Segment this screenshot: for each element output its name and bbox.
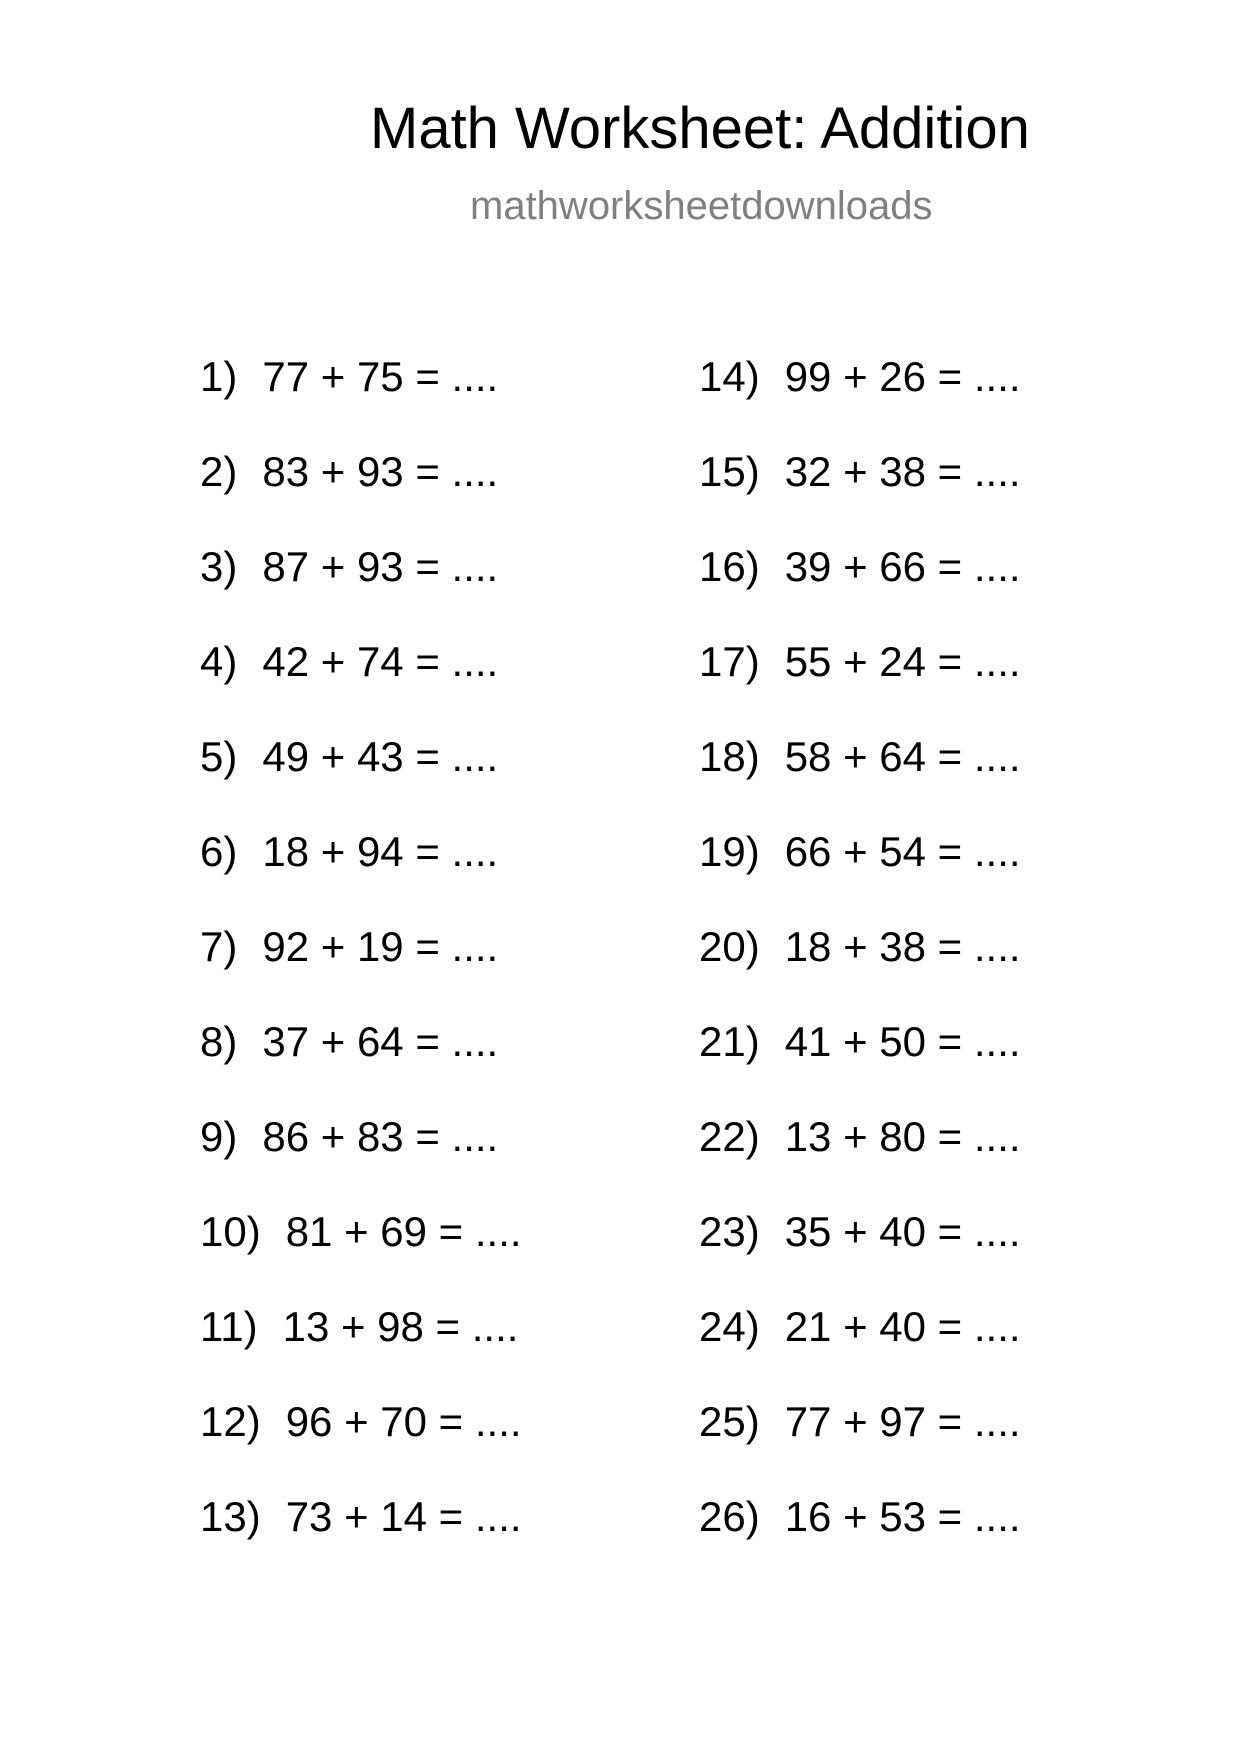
problem-item — [200, 1493, 522, 1588]
problem-expression: 49 + 43 = .... — [262, 733, 499, 780]
problem-number: 7) — [200, 923, 238, 970]
problem-column-right — [699, 353, 1021, 1588]
problem-expression: 16 + 53 = .... — [784, 1493, 1021, 1540]
problem-item — [200, 353, 522, 448]
problem-expression: 37 + 64 = .... — [262, 1018, 499, 1065]
page-subtitle: mathworksheetdownloads — [470, 184, 933, 228]
problem-item — [200, 1398, 522, 1493]
problem-number: 22) — [699, 1113, 760, 1160]
problem-expression: 55 + 24 = .... — [784, 638, 1021, 685]
problem-number: 23) — [699, 1208, 760, 1255]
problem-number: 12) — [200, 1398, 261, 1445]
problem-number: 13) — [200, 1493, 261, 1540]
problem-expression: 42 + 74 = .... — [262, 638, 499, 685]
problem-expression: 18 + 94 = .... — [262, 828, 499, 875]
problem-number: 18) — [699, 733, 760, 780]
problem-number: 3) — [200, 543, 238, 590]
problem-number: 11) — [200, 1303, 258, 1350]
problem-number: 15) — [699, 448, 760, 495]
problem-item — [699, 1208, 1021, 1303]
problem-number: 25) — [699, 1398, 760, 1445]
problem-item — [200, 923, 522, 1018]
problem-number: 10) — [200, 1208, 261, 1255]
problem-expression: 66 + 54 = .... — [784, 828, 1021, 875]
problem-number: 2) — [200, 448, 238, 495]
page-title: Math Worksheet: Addition — [370, 96, 1030, 161]
problem-number: 21) — [699, 1018, 760, 1065]
problem-expression: 18 + 38 = .... — [784, 923, 1021, 970]
problem-number: 20) — [699, 923, 760, 970]
problem-item — [200, 828, 522, 923]
problem-item — [699, 353, 1021, 448]
problem-number: 6) — [200, 828, 238, 875]
problem-expression: 73 + 14 = .... — [285, 1493, 522, 1540]
problem-item — [699, 1113, 1021, 1208]
problem-item — [699, 733, 1021, 828]
problem-expression: 96 + 70 = .... — [285, 1398, 522, 1445]
problem-item — [699, 828, 1021, 923]
problem-expression: 58 + 64 = .... — [784, 733, 1021, 780]
problem-item — [200, 1018, 522, 1113]
problem-expression: 77 + 97 = .... — [784, 1398, 1021, 1445]
problem-item — [200, 1113, 522, 1208]
problem-number: 14) — [699, 353, 760, 400]
problem-item — [200, 543, 522, 638]
problem-item — [699, 448, 1021, 543]
problem-item — [699, 638, 1021, 733]
problem-number: 9) — [200, 1113, 238, 1160]
problem-number: 17) — [699, 638, 760, 685]
problem-item — [699, 1018, 1021, 1113]
problem-item — [200, 1303, 522, 1398]
problem-item — [699, 1493, 1021, 1588]
problem-expression: 83 + 93 = .... — [262, 448, 499, 495]
problem-number: 8) — [200, 1018, 238, 1065]
problem-expression: 13 + 80 = .... — [784, 1113, 1021, 1160]
problem-expression: 41 + 50 = .... — [784, 1018, 1021, 1065]
problem-expression: 92 + 19 = .... — [262, 923, 499, 970]
problem-item — [699, 1398, 1021, 1493]
problem-number: 24) — [699, 1303, 760, 1350]
problem-number: 1) — [200, 353, 238, 400]
problem-expression: 77 + 75 = .... — [262, 353, 499, 400]
problem-number: 26) — [699, 1493, 760, 1540]
problem-number: 16) — [699, 543, 760, 590]
problem-expression: 21 + 40 = .... — [784, 1303, 1021, 1350]
problem-expression: 99 + 26 = .... — [784, 353, 1021, 400]
problem-number: 4) — [200, 638, 238, 685]
problem-expression: 81 + 69 = .... — [285, 1208, 522, 1255]
problem-expression: 35 + 40 = .... — [784, 1208, 1021, 1255]
problem-item — [699, 923, 1021, 1018]
problem-item — [200, 733, 522, 828]
problem-expression: 86 + 83 = .... — [262, 1113, 499, 1160]
problem-number: 5) — [200, 733, 238, 780]
problem-number: 19) — [699, 828, 760, 875]
problem-expression: 13 + 98 = .... — [282, 1303, 519, 1350]
problem-column-left — [200, 353, 522, 1588]
problem-item — [200, 448, 522, 543]
problem-item — [200, 638, 522, 733]
problem-item — [699, 1303, 1021, 1398]
problem-expression: 87 + 93 = .... — [262, 543, 499, 590]
problem-expression: 32 + 38 = .... — [784, 448, 1021, 495]
problem-expression: 39 + 66 = .... — [784, 543, 1021, 590]
problem-item — [200, 1208, 522, 1303]
problem-item — [699, 543, 1021, 638]
